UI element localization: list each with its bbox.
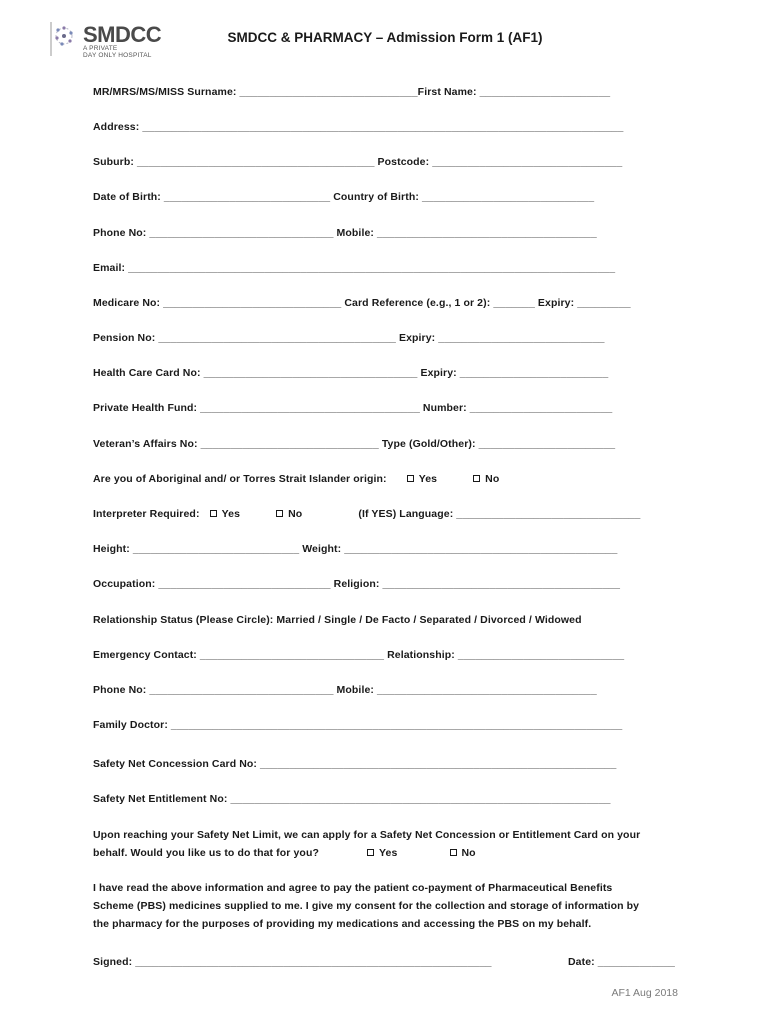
family-doctor-field[interactable]: Family Doctor: ____________________________________________________________________________ xyxy=(93,719,623,731)
safety-net-concession-field[interactable]: Safety Net Concession Card No: ____________________________________________________________ xyxy=(93,758,617,770)
safety-net-line-1: Upon reaching your Safety Net Limit, we can apply for a Safety Net Concession or Entitlement Card on your xyxy=(93,829,641,841)
aboriginal-no-option[interactable] xyxy=(473,473,499,485)
no-label: No xyxy=(485,473,500,485)
logo-tagline-2: DAY ONLY HOSPITAL xyxy=(83,52,152,59)
checkbox-icon[interactable] xyxy=(407,475,414,482)
logo-name: SMDCC xyxy=(83,22,162,47)
yes-label: Yes xyxy=(418,473,438,485)
emergency-phone-field[interactable]: Phone No: _______________________________ Mobile: _____________________________________ xyxy=(93,684,597,696)
consent-line-1: I have read the above information and agree to pay the patient co-payment of Pharmaceutical Benefits xyxy=(93,882,613,894)
checkbox-icon[interactable] xyxy=(450,849,457,856)
date-of-birth-field[interactable]: Date of Birth: ____________________________ Country of Birth: _____________________________ xyxy=(93,191,595,203)
aboriginal-question: Are you of Aboriginal and/ or Torres Strait Islander origin: xyxy=(93,473,387,485)
pension-field[interactable]: Pension No: ________________________________________ Expiry: ____________________________ xyxy=(93,332,605,344)
signature-row xyxy=(93,956,683,968)
email-field[interactable]: Email: __________________________________________________________________________________ xyxy=(93,262,616,274)
safety-net-question-text: behalf. Would you like us to do that for you? xyxy=(93,847,319,859)
safety-net-entitlement-field[interactable]: Safety Net Entitlement No: ________________________________________________________________ xyxy=(93,793,611,805)
checkbox-icon[interactable] xyxy=(276,510,283,517)
safety-net-question xyxy=(93,826,683,862)
interpreter-yes-option[interactable] xyxy=(210,508,240,520)
logo-tagline-1: A PRIVATE xyxy=(83,45,118,52)
checkbox-icon[interactable] xyxy=(367,849,374,856)
aboriginal-origin-row xyxy=(93,473,683,485)
aboriginal-yes-option[interactable] xyxy=(407,473,437,485)
no-label: No xyxy=(288,508,303,520)
consent-line-2: Scheme (PBS) medicines supplied to me. I give my consent for the collection and storage of information by xyxy=(93,900,640,912)
safety-net-yes-option[interactable] xyxy=(367,847,397,859)
private-health-fund-field[interactable]: Private Health Fund: _____________________________________ Number: ________________________ xyxy=(93,402,613,414)
emergency-contact-field[interactable]: Emergency Contact: _______________________________ Relationship: ____________________________ xyxy=(93,649,625,661)
interpreter-row xyxy=(93,508,683,520)
phone-field[interactable]: Phone No: _______________________________ Mobile: _____________________________________ xyxy=(93,227,597,239)
occupation-field[interactable]: Occupation: _____________________________ Religion: ________________________________________ xyxy=(93,578,621,590)
health-care-card-field[interactable]: Health Care Card No: ____________________________________ Expiry: _________________________ xyxy=(93,367,609,379)
checkbox-icon[interactable] xyxy=(210,510,217,517)
interpreter-question: Interpreter Required: xyxy=(93,508,200,520)
yes-label: Yes xyxy=(221,508,241,520)
yes-label: Yes xyxy=(379,847,398,859)
language-field[interactable]: (If YES) Language: _______________________________ xyxy=(358,508,641,520)
date-field[interactable]: Date: _____________ xyxy=(568,956,675,968)
form-title: SMDCC & PHARMACY – Admission Form 1 (AF1) xyxy=(227,30,543,45)
interpreter-no-option[interactable] xyxy=(276,508,302,520)
no-label: No xyxy=(461,847,476,859)
consent-paragraph xyxy=(93,879,683,933)
surname-field[interactable]: MR/MRS/MS/MISS Surname: ______________________________First Name: ______________________ xyxy=(93,86,611,98)
address-field[interactable]: Address: _________________________________________________________________________________ xyxy=(93,121,624,133)
safety-net-no-option[interactable] xyxy=(450,847,476,859)
veterans-affairs-field[interactable]: Veteran’s Affairs No: ______________________________ Type (Gold/Other): _______________________ xyxy=(93,438,616,450)
medicare-field[interactable]: Medicare No: ______________________________ Card Reference (e.g., 1 or 2): _______ Expiry: _________ xyxy=(93,297,631,309)
signature-field[interactable]: Signed: ____________________________________________________________ xyxy=(93,956,492,968)
suburb-field[interactable]: Suburb: ________________________________________ Postcode: ________________________________ xyxy=(93,156,623,168)
height-weight-field[interactable]: Height: ____________________________ Weight: ______________________________________________ xyxy=(93,543,618,555)
checkbox-icon[interactable] xyxy=(473,475,480,482)
consent-line-3: the pharmacy for the purposes of providing my medications and accessing the PBS on my behalf. xyxy=(93,918,592,930)
footer-version: AF1 Aug 2018 xyxy=(611,987,678,999)
safety-net-line-2 xyxy=(93,844,683,862)
relationship-status-field[interactable]: Relationship Status (Please Circle): Married / Single / De Facto / Separated / Divorced / Widowed xyxy=(93,614,582,626)
